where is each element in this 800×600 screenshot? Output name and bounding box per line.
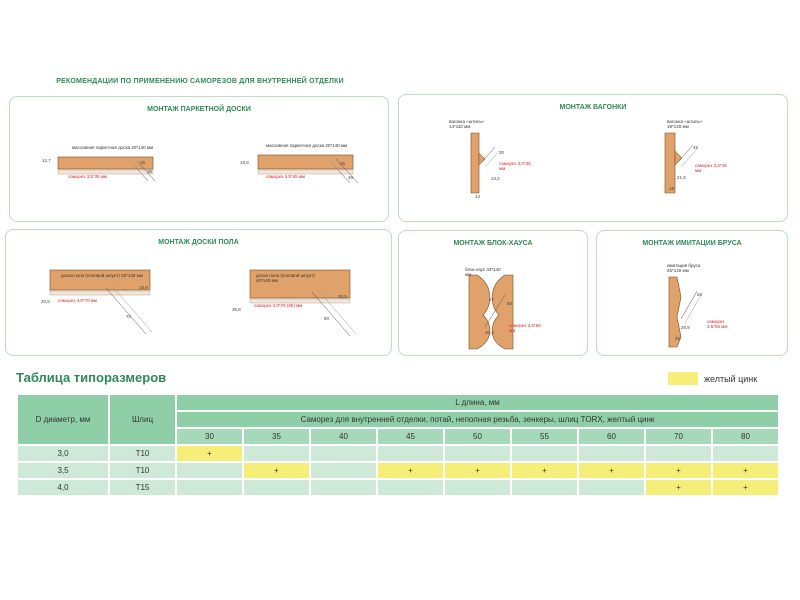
size-cell xyxy=(378,446,443,461)
length-header-cell: 35 xyxy=(244,429,309,444)
floor-right-length: 80 xyxy=(324,316,330,321)
parquet-left-depth: 15 xyxy=(140,160,146,165)
table-row xyxy=(18,463,778,478)
size-cell xyxy=(713,446,778,461)
panel-blockhouse xyxy=(398,230,588,356)
timber-d1: 55 xyxy=(697,292,703,297)
lining-left-d3: 14 xyxy=(475,194,481,199)
panel-title: МОНТАЖ ВАГОНКИ xyxy=(559,104,627,111)
size-cell xyxy=(244,480,309,495)
parquet-right-screw: саморез 3,5*45 мм xyxy=(266,174,306,179)
col-diameter-header: D диаметр, мм xyxy=(18,395,108,444)
panel-timber xyxy=(596,230,788,356)
diameter-cell: 3,5 xyxy=(18,463,108,478)
parquet-left-board: массивная паркетная доска 20*140 мм xyxy=(72,145,154,150)
col-length-header: L длина, мм xyxy=(177,395,778,410)
blockhouse-d1: 17 xyxy=(489,297,495,302)
size-cell xyxy=(579,446,644,461)
lining-right-board: вагонка «штиль» 18*140 мм xyxy=(667,119,703,129)
table-row xyxy=(18,446,778,461)
blockhouse-d3: 30,4 xyxy=(485,330,494,335)
panel-title: МОНТАЖ ИМИТАЦИИ БРУСА xyxy=(642,240,742,247)
length-header-cell: 40 xyxy=(311,429,376,444)
page-title: РЕКОМЕНДАЦИИ ПО ПРИМЕНЕНИЮ САМОРЕЗОВ ДЛЯ ВНУТРЕННЕЙ ОТДЕЛКИ xyxy=(56,78,344,85)
size-cell xyxy=(311,463,376,478)
table-row xyxy=(18,480,778,495)
parquet-left-thickness: 12,7 xyxy=(42,158,51,163)
timber-board: имитация бруса 25*140 мм xyxy=(667,263,701,273)
legend-yellow-swatch xyxy=(668,372,698,385)
panel-title: МОНТАЖ ПАРКЕТНОЙ ДОСКИ xyxy=(147,106,251,113)
lining-left-board: вагонка «штиль» 14*110 мм xyxy=(449,119,485,129)
floor-left-depth: 18,8 xyxy=(139,285,148,290)
blockhouse-board: блок-хаус 33*140 мм xyxy=(465,267,501,277)
legend-label: желтый цинк xyxy=(704,374,758,384)
size-cell: + xyxy=(445,463,510,478)
description-header: Саморез для внутренней отделки, потай, неполная резьба, зенкеры, шлиц TORX, желтый цинк xyxy=(177,412,778,427)
size-cell: + xyxy=(512,463,577,478)
timber-screw: саморез 3,5*55 мм xyxy=(707,319,728,329)
size-cell xyxy=(378,480,443,495)
blockhouse-drawing xyxy=(463,275,523,350)
panel-floor xyxy=(5,229,392,356)
length-header-cell: 30 xyxy=(177,429,242,444)
size-cell xyxy=(579,480,644,495)
floor-right-depth: 28,5 xyxy=(338,294,347,299)
parquet-right-board: массивная паркетная доска 20*140 мм xyxy=(266,143,348,148)
length-header-cell: 55 xyxy=(512,429,577,444)
size-cell: + xyxy=(646,463,711,478)
timber-d3: 25 xyxy=(675,336,681,341)
size-cell xyxy=(445,446,510,461)
blockhouse-d2: 50 xyxy=(507,301,513,306)
floor-left-length: 70 xyxy=(126,314,132,319)
size-cell: + xyxy=(177,446,242,461)
size-cell: + xyxy=(713,463,778,478)
size-cell: + xyxy=(713,480,778,495)
size-cell xyxy=(244,446,309,461)
lining-left-screw: саморез 3,0*30 мм xyxy=(499,161,531,171)
lining-left-d1: 30 xyxy=(499,150,505,155)
size-cell xyxy=(445,480,510,495)
floor-left-screw: саморез 4,0*70 мм xyxy=(58,298,98,303)
size-cell xyxy=(646,446,711,461)
size-cell xyxy=(512,480,577,495)
size-cell xyxy=(311,480,376,495)
diameter-cell: 3,0 xyxy=(18,446,108,461)
panel-parquet xyxy=(9,96,389,222)
col-slot-header: Шлиц xyxy=(110,395,175,444)
panel-title: МОНТАЖ БЛОК-ХАУСА xyxy=(453,240,533,247)
length-header-cell: 70 xyxy=(646,429,711,444)
size-cell: + xyxy=(378,463,443,478)
size-cell xyxy=(512,446,577,461)
floor-right-board: доска пола (половой шпунт) 40*140 мм xyxy=(256,273,315,283)
floor-right-thickness: 36,8 xyxy=(232,307,241,312)
floor-left-board: доска пола (половой шпунт) 25*140 мм xyxy=(61,273,143,278)
parquet-right-thickness: 19,8 xyxy=(240,160,249,165)
length-header-cell: 45 xyxy=(378,429,443,444)
size-cell xyxy=(177,480,242,495)
length-header-cell: 60 xyxy=(579,429,644,444)
timber-d2: 26,9 xyxy=(681,325,690,330)
lining-right-screw: саморез 3,5*45 мм xyxy=(695,163,727,173)
panel-lining xyxy=(398,94,788,222)
parquet-left-length: 35 xyxy=(147,169,153,174)
size-cell: + xyxy=(244,463,309,478)
size-cell xyxy=(311,446,376,461)
floor-left-drawing xyxy=(46,268,166,338)
length-header-cell: 80 xyxy=(713,429,778,444)
slot-cell: T10 xyxy=(110,463,175,478)
parquet-right-depth: 15 xyxy=(340,161,346,166)
size-cell: + xyxy=(646,480,711,495)
table-title: Таблица типоразмеров xyxy=(16,370,167,385)
timber-drawing xyxy=(663,277,713,347)
sizes-table xyxy=(16,393,780,497)
panel-title: МОНТАЖ ДОСКИ ПОЛА xyxy=(158,239,239,246)
length-header-cell: 50 xyxy=(445,429,510,444)
size-cell: + xyxy=(579,463,644,478)
parquet-right-length: 45 xyxy=(348,175,354,180)
lining-right-d2: 21,8 xyxy=(677,175,686,180)
blockhouse-screw: саморез 3,5*50 мм xyxy=(509,323,541,333)
lining-right-d1: 45 xyxy=(693,145,699,150)
slot-cell: T10 xyxy=(110,446,175,461)
parquet-left-screw: саморез 3,5*35 мм xyxy=(68,174,108,179)
floor-left-thickness: 20,5 xyxy=(41,299,50,304)
floor-right-screw: саморез 4,0*70 (80) мм xyxy=(254,303,303,308)
size-cell xyxy=(177,463,242,478)
diameter-cell: 4,0 xyxy=(18,480,108,495)
lining-left-d2: 13,2 xyxy=(491,176,500,181)
slot-cell: T15 xyxy=(110,480,175,495)
lining-right-d3: 18 xyxy=(669,186,675,191)
